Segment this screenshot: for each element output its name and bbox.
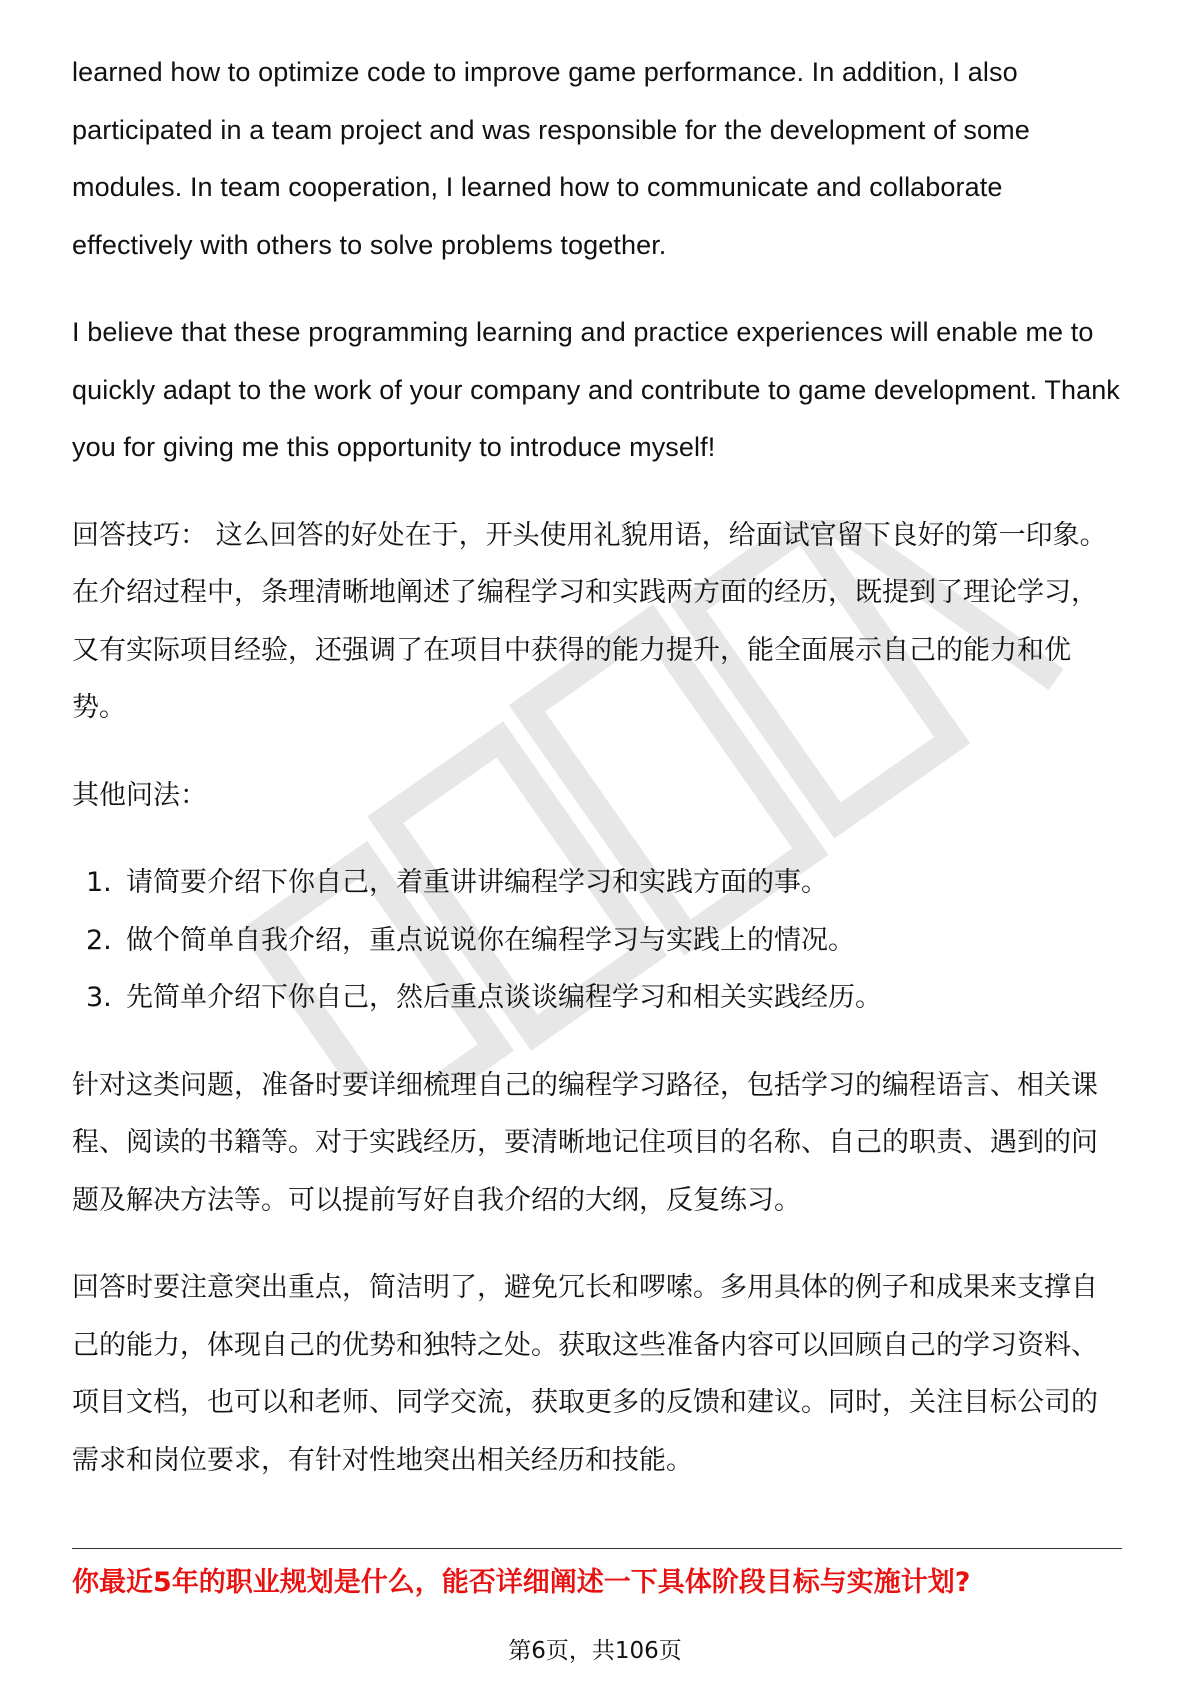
paragraph-spacer [72,737,1122,767]
intro-tail-paragraph: learned how to optimize code to improve game performance. In addition, I also participated in a team project and was responsible for the development of some modules. In team cooperation, I learned how to communicate and collaborate effectively with others to solve problems together. [72,57,1030,260]
answer-advice-paragraph: 回答时要注意突出重点，简洁明了，避免冗长和啰嗦。多用具体的例子和成果来支撑自己的能力，体现自己的优势和独特之处。获取这些准备内容可以回顾自己的学习资料、项目文档，也可以和老师、同学交流，获取更多的反馈和建议。同时，关注目标公司的需求和岗位要求，有针对性地突出相关经历和技能。 [72,1272,1098,1476]
paragraph-spacer [72,824,1122,854]
list-item-text: 先简单介绍下你自己，然后重点谈谈编程学习和相关实践经历。 [126,982,882,1013]
closing-paragraph: I believe that these programming learning and practice experiences will enable me to quickly adapt to the work of your company and contribute to game development. Thank you for giving me this opportunity to introduce myself! [72,317,1120,462]
paragraph-spacer [72,274,1122,304]
document-body [72,44,1122,1489]
list-item [72,912,1122,970]
preparation-paragraph: 针对这类问题，准备时要详细梳理自己的编程学习路径，包括学习的编程语言、相关课程、阅读的书籍等。对于实践经历，要清晰地记住项目的名称、自己的职责、遇到的问题及解决方法等。可以提前写好自我介绍的大纲，反复练习。 [72,1069,1098,1216]
paragraph-spacer [72,1027,1122,1057]
list-item-text: 做个简单自我介绍，重点说说你在编程学习与实践上的情况。 [126,924,855,956]
list-item [72,854,1122,912]
paragraph-spacer [72,1229,1122,1259]
other-questions-heading: 其他问法： [72,779,207,811]
list-item-number: 1. [86,867,112,898]
list-item-number: 2. [86,924,112,956]
page-number: 第6页，共106页 [508,1638,682,1664]
paragraph-spacer [72,477,1122,507]
list-item [72,969,1122,1027]
list-item-number: 3. [86,982,112,1013]
next-question-heading: 你最近5年的职业规划是什么，能否详细阐述一下具体阶段目标与实施计划? [72,1567,971,1598]
list-item-text: 请简要介绍下你自己，着重讲讲编程学习和实践方面的事。 [126,867,828,898]
other-questions-list [72,854,1122,1027]
section-divider [72,1548,1122,1549]
answer-tips-paragraph: 回答技巧： 这么回答的好处在于，开头使用礼貌用语，给面试官留下良好的第一印象。在介绍过程中，条理清晰地阐述了编程学习和实践两方面的经历，既提到了理论学习，又有实际项目经验，还强调了在项目中获得的能力提升，能全面展示自己的能力和优势。 [72,519,1107,723]
